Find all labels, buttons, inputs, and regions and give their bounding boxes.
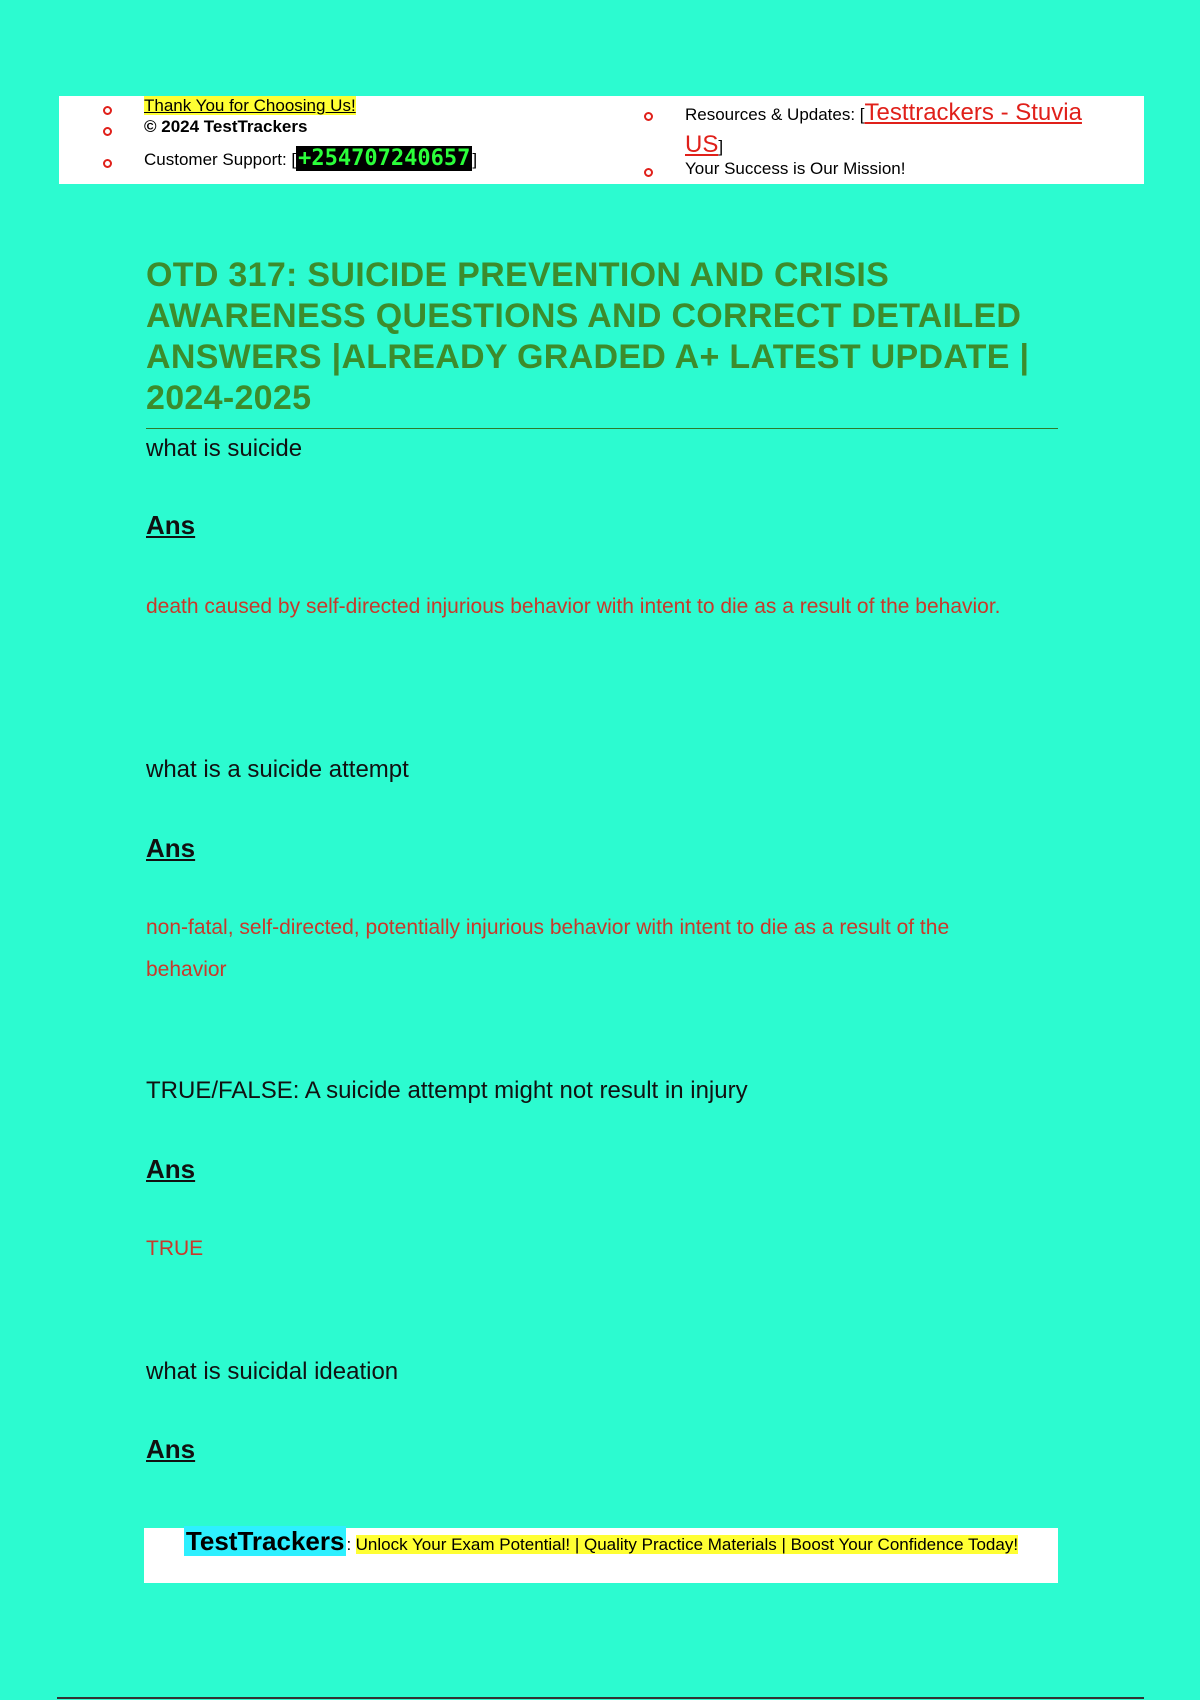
copyright-text: © 2024 TestTrackers xyxy=(144,117,308,136)
ans-label-2: Ans xyxy=(146,833,196,863)
footer-brand: TestTrackers xyxy=(185,1526,345,1556)
bullet-icon xyxy=(103,127,112,136)
resources-label: Resources & Updates: [ xyxy=(685,105,865,124)
footer-banner xyxy=(144,1528,1058,1583)
answer-1: death caused by self-directed injurious behavior with intent to die as a result of the behavior. xyxy=(146,595,1001,618)
bullet-icon xyxy=(644,112,653,121)
question-3: TRUE/FALSE: A suicide attempt might not result in injury xyxy=(146,1077,748,1104)
document-title: OTD 317: SUICIDE PREVENTION AND CRISIS AWARENESS QUESTIONS AND CORRECT DETAILED ANSWERS |ALREADY GRADED A+ LATEST UPDATE | 2024-2025 xyxy=(146,256,1030,417)
resources-bracket: ] xyxy=(718,137,724,156)
question-2: what is a suicide attempt xyxy=(146,756,409,783)
bullet-icon xyxy=(103,159,112,168)
bullet-icon xyxy=(103,106,112,115)
mission-text: Your Success is Our Mission! xyxy=(685,159,906,178)
thanks-text xyxy=(144,96,356,116)
customer-support xyxy=(144,146,477,171)
footer-separator: : xyxy=(346,1535,352,1554)
resources-link[interactable]: Testtrackers - Stuvia US xyxy=(685,99,1082,158)
resources-text xyxy=(685,98,1125,162)
support-bracket: ] xyxy=(472,150,478,169)
header-banner xyxy=(59,96,1144,184)
title-divider xyxy=(146,428,1058,429)
answer-2: non-fatal, self-directed, potentially injurious behavior with intent to die as a result of the behavior xyxy=(146,916,950,981)
support-label: Customer Support: [ xyxy=(144,150,297,169)
question-1: what is suicide xyxy=(146,435,303,462)
question-4: what is suicidal ideation xyxy=(146,1358,399,1385)
bullet-icon xyxy=(644,168,653,177)
answer-3: TRUE xyxy=(146,1237,204,1260)
ans-label-4: Ans xyxy=(146,1434,196,1464)
thanks-label: Thank You for Choosing Us! xyxy=(144,96,356,115)
ans-label-3: Ans xyxy=(146,1154,196,1184)
support-phone[interactable]: +254707240657 xyxy=(298,146,471,171)
footer-slogan: Unlock Your Exam Potential! | Quality Practice Materials | Boost Your Confidence Today! xyxy=(355,1535,1019,1554)
ans-label-1: Ans xyxy=(146,510,196,540)
page-bottom-divider xyxy=(57,1697,1144,1699)
